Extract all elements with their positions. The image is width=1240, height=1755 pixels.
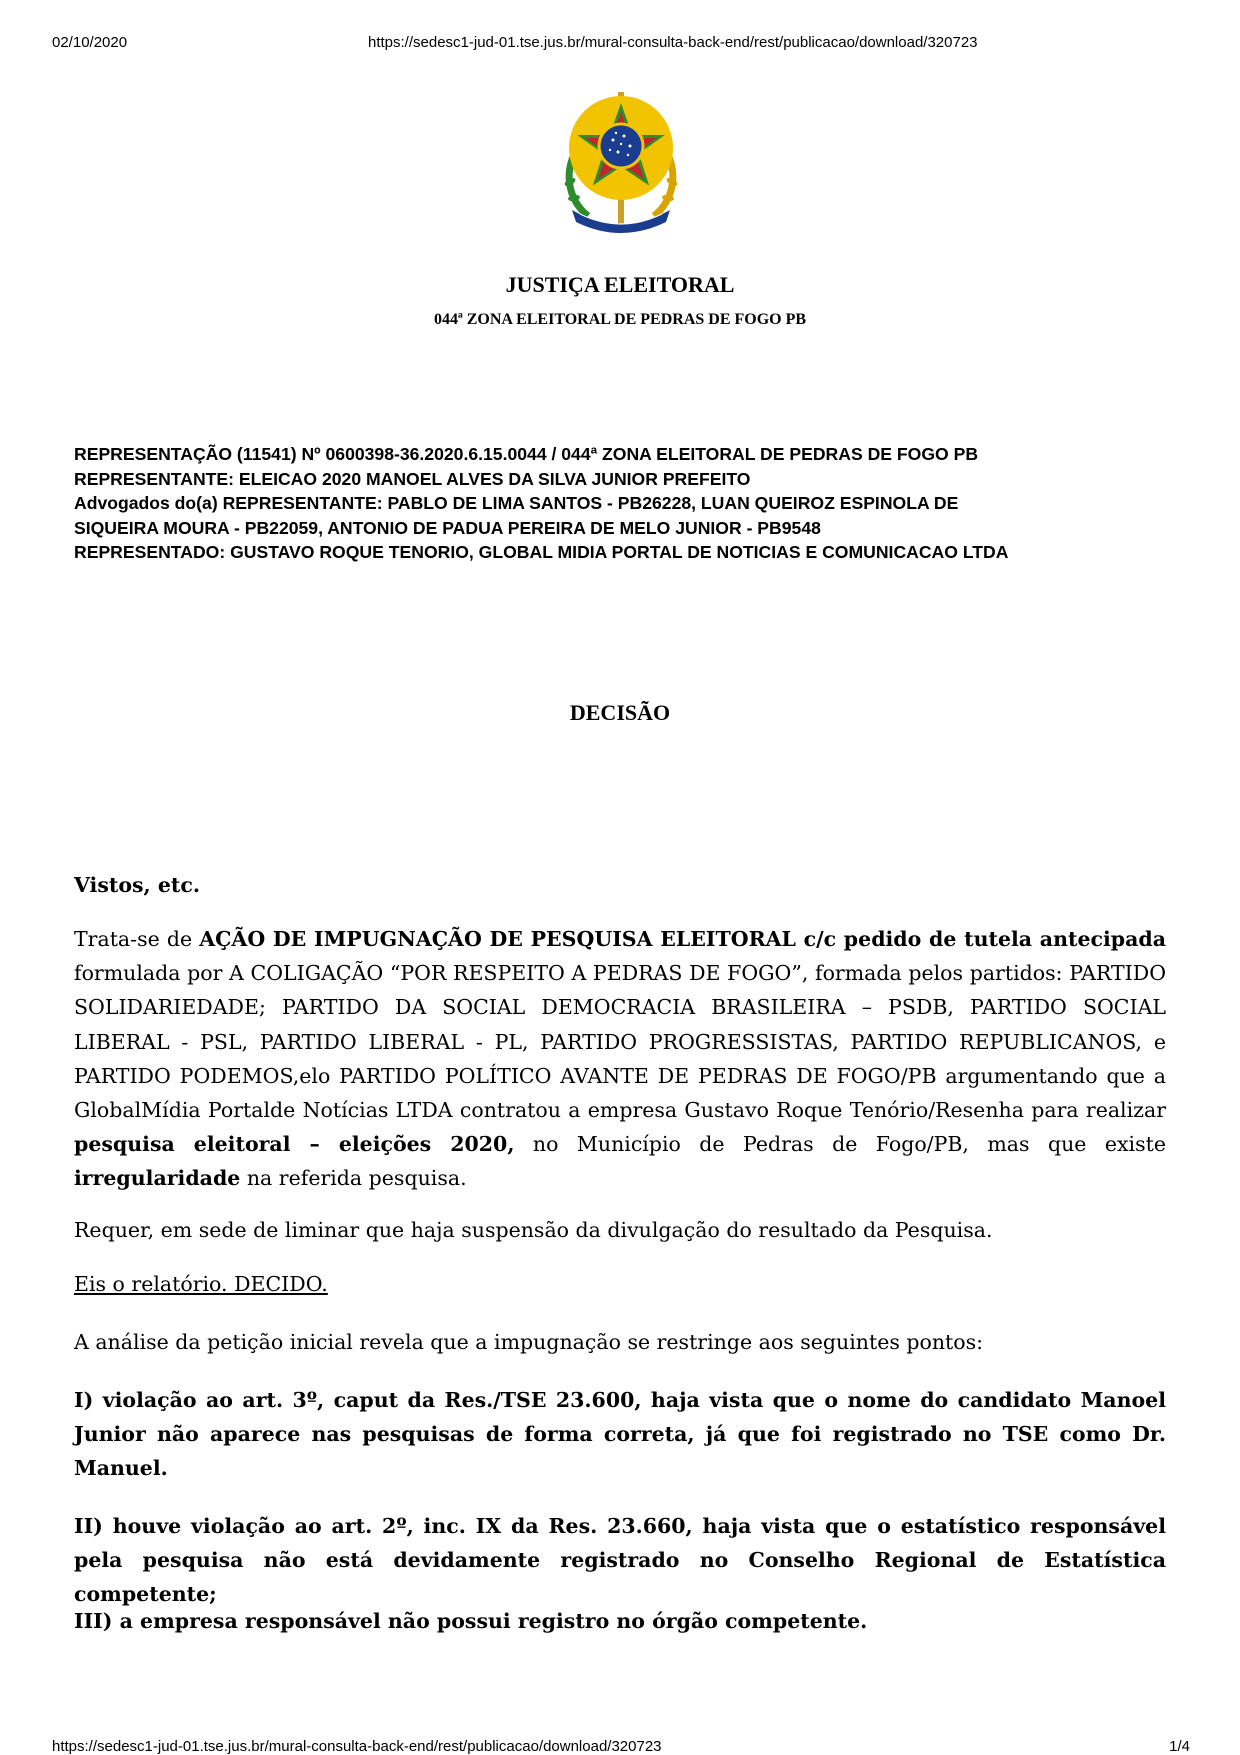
point-1 (74, 1383, 1166, 1486)
decision-title: DECISÃO (569, 700, 671, 725)
summary-part: Trata-se de (74, 927, 193, 951)
coat-of-arms-of-brazil-icon (558, 88, 684, 234)
print-date: 02/10/2020 (52, 34, 128, 51)
process-line: Advogados do(a) REPRESENTANTE: PABLO DE LIMA SANTOS - PB26228, LUAN QUEIROZ ESPINOLA DE (74, 493, 959, 513)
summary-bold: AÇÃO DE IMPUGNAÇÃO DE PESQUISA ELEITORAL c/c pedido de tutela antecipada (199, 927, 1166, 951)
summary-part: formulada por A COLIGAÇÃO “POR RESPEITO A PEDRAS DE FOGO”, formada pelos partidos: PARTIDO SOLIDARIEDADE; PARTIDO DA SOCIAL DEMOCRACIA BRASILEIRA – PSDB, PARTIDO SOCIAL LIBERAL - PSL, PARTIDO LIBERAL - PL, PARTIDO PROGRESSISTAS, PARTIDO REPUBLICANOS, e PARTIDO PODEMOS,elo PARTIDO POLÍTICO AVANTE DE PEDRAS DE FOGO/PB argumentando que a GlobalMídia Portalde Notícias LTDA contratou a empresa Gustavo Roque Tenório/Resenha para realizar (74, 961, 1166, 1123)
request-paragraph (74, 1213, 1166, 1247)
summary-paragraph (74, 922, 1166, 1196)
report-heading (74, 1267, 1166, 1301)
footer-url: https://sedesc1-jud-01.tse.jus.br/mural-consulta-back-end/rest/publicacao/download/320723 (52, 1738, 662, 1755)
process-line: REPRESENTADO: GUSTAVO ROQUE TENORIO, GLOBAL MIDIA PORTAL DE NOTICIAS E COMUNICACAO LTDA (74, 542, 1009, 562)
analysis-text: A análise da petição inicial revela que a impugnação se restringe aos seguintes pontos: (74, 1330, 984, 1354)
summary-bold: irregularidade (74, 1166, 241, 1191)
process-line: REPRESENTAÇÃO (11541) Nº 0600398-36.2020.6.15.0044 / 044ª ZONA ELEITORAL DE PEDRAS DE FOGO PB (74, 444, 979, 464)
summary-bold: pesquisa eleitoral – eleições 2020, (74, 1132, 515, 1157)
summary-part: no Município de Pedras de Fogo/PB, mas que existe (532, 1132, 1166, 1157)
report-text: Eis o relatório. DECIDO. (74, 1272, 328, 1296)
process-info (74, 442, 1174, 565)
greeting-text: Vistos, etc. (74, 873, 200, 897)
court-zone: 044ª ZONA ELEITORAL DE PEDRAS DE FOGO PB (433, 311, 807, 328)
point-text: III) a empresa responsável não possui registro no órgão competente. (74, 1609, 868, 1633)
greeting (74, 868, 1166, 902)
summary-text (74, 922, 1166, 1196)
process-line: REPRESENTANTE: ELEICAO 2020 MANOEL ALVES DA SILVA JUNIOR PREFEITO (74, 468, 751, 489)
point-text: II) houve violação ao art. 2º, inc. IX da Res. 23.660, haja vista que o estatístico responsável pela pesquisa não está devidamente registrado no Conselho Regional de Estatística competente; (74, 1514, 1166, 1607)
point-3 (74, 1604, 1166, 1638)
request-text: Requer, em sede de liminar que haja suspensão da divulgação do resultado da Pesquisa. (74, 1218, 993, 1242)
summary-part: na referida pesquisa. (246, 1166, 467, 1191)
page-number: 1/4 (1169, 1738, 1190, 1755)
point-2 (74, 1509, 1166, 1612)
process-line: SIQUEIRA MOURA - PB22059, ANTONIO DE PADUA PEREIRA DE MELO JUNIOR - PB9548 (74, 517, 821, 538)
point-text: I) violação ao art. 3º, caput da Res./TSE 23.600, haja vista que o nome do candidato Manoel Junior não aparece nas pesquisas de forma correta, já que foi registrado no TSE como Dr. Manuel. (74, 1388, 1166, 1481)
print-url: https://sedesc1-jud-01.tse.jus.br/mural-consulta-back-end/rest/publicacao/download/320723 (368, 34, 978, 51)
court-title: JUSTIÇA ELEITORAL (505, 272, 735, 297)
analysis-paragraph (74, 1325, 1166, 1359)
